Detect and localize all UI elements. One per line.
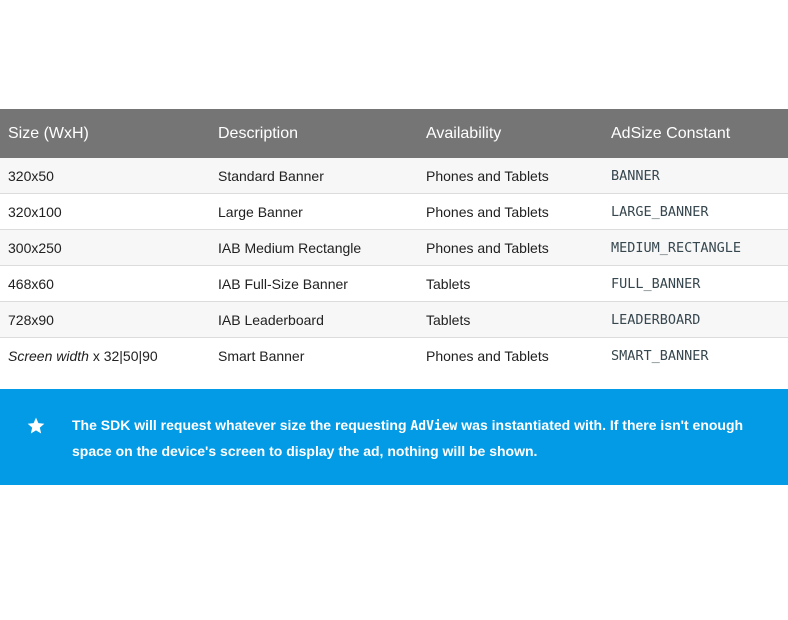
cell-description: Standard Banner bbox=[210, 158, 418, 194]
star-icon bbox=[26, 416, 46, 436]
table-header-row bbox=[0, 109, 788, 158]
cell-size: 300x250 bbox=[0, 230, 210, 266]
cell-description: IAB Full-Size Banner bbox=[210, 266, 418, 302]
header-description: Description bbox=[210, 109, 418, 158]
table-header bbox=[0, 109, 788, 158]
header-size: Size (WxH) bbox=[0, 109, 210, 158]
cell-constant: LARGE_BANNER bbox=[603, 194, 788, 230]
table-row bbox=[0, 302, 788, 338]
cell-availability: Phones and Tablets bbox=[418, 230, 603, 266]
cell-size: 320x100 bbox=[0, 194, 210, 230]
cell-constant: LEADERBOARD bbox=[603, 302, 788, 338]
ad-size-table-container bbox=[0, 109, 788, 373]
cell-availability: Tablets bbox=[418, 302, 603, 338]
table-row bbox=[0, 266, 788, 302]
table-row bbox=[0, 194, 788, 230]
cell-constant: FULL_BANNER bbox=[603, 266, 788, 302]
note-code-adview: AdView bbox=[410, 419, 458, 434]
note-text bbox=[72, 413, 777, 463]
note-text-before: The SDK will request whatever size the requesting bbox=[72, 417, 411, 433]
cell-constant: BANNER bbox=[603, 158, 788, 194]
cell-availability: Tablets bbox=[418, 266, 603, 302]
cell-constant: MEDIUM_RECTANGLE bbox=[603, 230, 788, 266]
cell-description: IAB Medium Rectangle bbox=[210, 230, 418, 266]
cell-size: 728x90 bbox=[0, 302, 210, 338]
table-row bbox=[0, 158, 788, 194]
cell-description: Large Banner bbox=[210, 194, 418, 230]
cell-size: 320x50 bbox=[0, 158, 210, 194]
note-text-after: was instantiated with. If there isn't enough space on the device's screen to display the ad, nothing will be shown. bbox=[72, 417, 744, 459]
cell-size: 468x60 bbox=[0, 266, 210, 302]
table-row bbox=[0, 230, 788, 266]
header-availability: Availability bbox=[418, 109, 603, 158]
cell-availability: Phones and Tablets bbox=[418, 158, 603, 194]
cell-constant: SMART_BANNER bbox=[603, 338, 788, 374]
cell-availability: Phones and Tablets bbox=[418, 338, 603, 374]
cell-size-rest: x 32|50|90 bbox=[88, 347, 158, 364]
info-note bbox=[0, 389, 788, 485]
cell-description: Smart Banner bbox=[210, 338, 418, 374]
header-adsize-constant: AdSize Constant bbox=[603, 109, 788, 158]
table-row bbox=[0, 338, 788, 374]
cell-availability: Phones and Tablets bbox=[418, 194, 603, 230]
cell-description: IAB Leaderboard bbox=[210, 302, 418, 338]
table-body bbox=[0, 158, 788, 373]
cell-size bbox=[0, 338, 210, 374]
cell-size-italic: Screen width bbox=[8, 347, 89, 364]
ad-size-table bbox=[0, 109, 788, 373]
